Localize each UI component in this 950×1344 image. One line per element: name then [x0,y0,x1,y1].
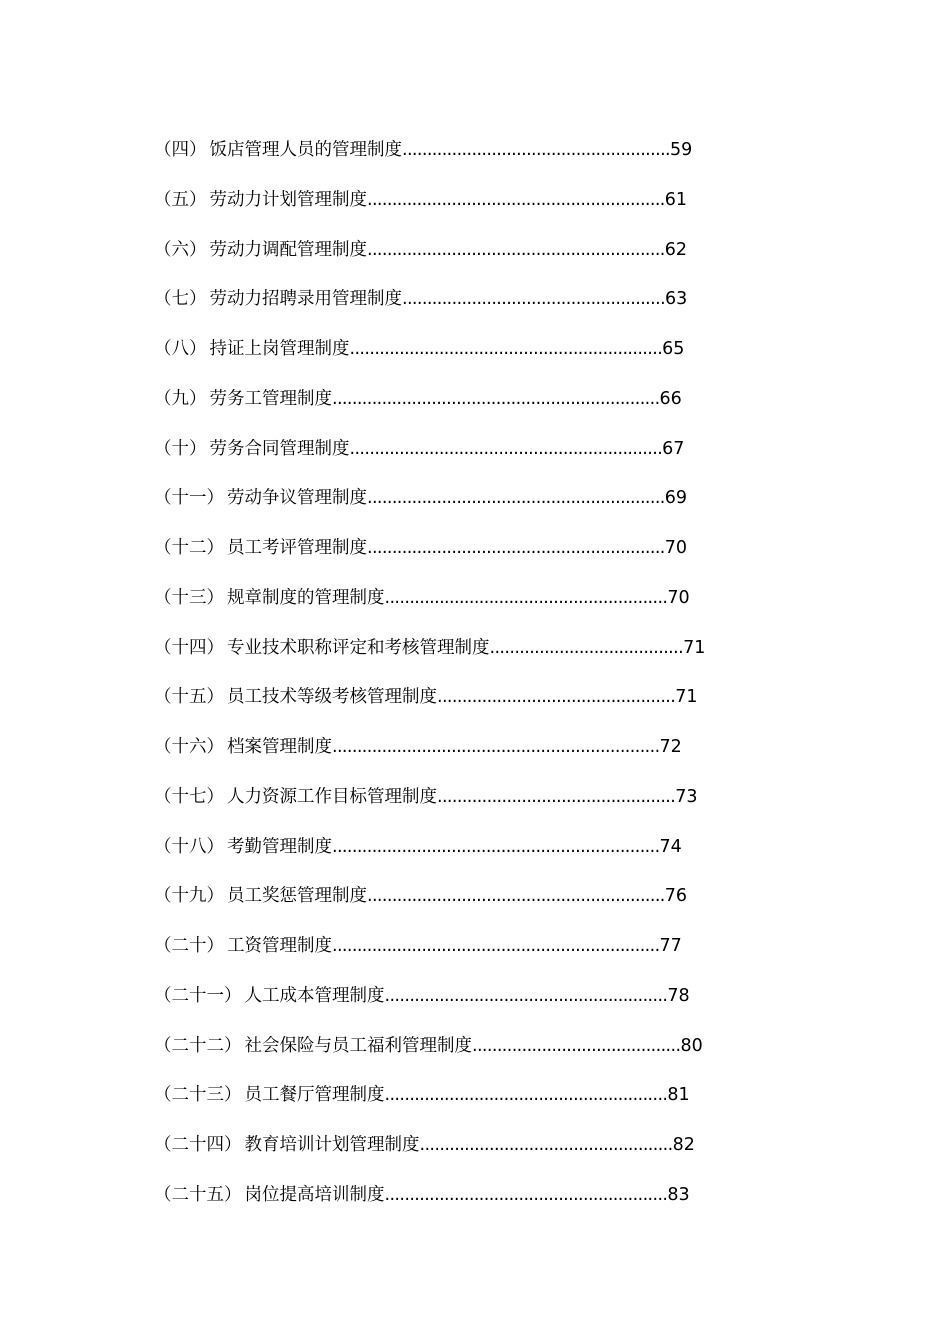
toc-entry-leader: ................................................... [419,1135,673,1155]
toc-entry-page-number: 77 [659,936,682,956]
toc-entry-number: （二十） [154,936,224,956]
toc-entry-leader: ............................................................ [367,886,665,907]
toc-entry-number: （十二） [154,538,224,558]
toc-entry[interactable] [154,335,754,385]
toc-entry-leader: ...................................................... [402,140,670,160]
toc-entry-leader: .................................................................. [332,936,660,956]
toc-entry[interactable] [154,932,754,982]
toc-entry-leader: .................................................................. [332,388,660,409]
toc-entry[interactable] [154,783,754,833]
toc-entry-title: 员工餐厅管理制度 [244,1085,385,1106]
toc-entry[interactable] [154,1081,754,1131]
toc-entry-number: （十九） [154,886,224,907]
toc-entry-page-number: 66 [659,388,682,409]
toc-entry-title: 饭店管理人员的管理制度 [209,140,402,160]
toc-entry-number: （七） [154,289,207,310]
toc-entry-page-number: 70 [664,538,688,558]
toc-entry[interactable] [154,1181,754,1231]
toc-entry-number: （五） [154,189,207,210]
toc-entry[interactable] [154,285,754,335]
toc-entry-page-number: 69 [664,488,688,509]
toc-entry-page-number: 61 [664,189,688,210]
toc-entry[interactable] [154,1032,754,1082]
toc-entry[interactable] [154,882,754,932]
toc-entry-leader: ......................................................... [384,587,668,608]
toc-entry-leader: ............................................................ [367,538,665,558]
toc-entry-title: 持证上岗管理制度 [209,339,350,359]
toc-entry-number: （六） [154,239,207,260]
toc-entry-title: 员工奖惩管理制度 [227,886,367,907]
toc-entry-number: （十） [154,438,207,459]
toc-entry-leader: ......................................................... [384,1184,668,1205]
toc-entry-page-number: 76 [664,886,688,907]
toc-entry-title: 教育培训计划管理制度 [244,1135,420,1155]
toc-entry[interactable] [154,634,754,684]
toc-entry-title: 考勤管理制度 [227,836,332,857]
toc-entry-title: 档案管理制度 [227,737,332,757]
toc-entry-number: （二十五） [154,1184,242,1205]
toc-entry-leader: ............................................................... [349,438,663,459]
toc-entry-page-number: 71 [683,637,706,658]
toc-entry-title: 劳务合同管理制度 [209,438,350,459]
toc-entry-title: 员工技术等级考核管理制度 [227,687,437,708]
toc-entry-leader: ....................................... [489,637,684,658]
toc-entry-page-number: 62 [664,239,688,260]
toc-entry-leader: ............................................................ [367,189,665,210]
toc-entry-page-number: 67 [662,438,685,459]
toc-entry[interactable] [154,982,754,1032]
toc-entry-leader: .................................................................. [332,737,660,757]
toc-entry-page-number: 74 [659,836,682,857]
toc-entry-page-number: 70 [667,587,690,608]
toc-entry-title: 规章制度的管理制度 [227,587,385,608]
toc-entry-title: 劳动争议管理制度 [227,488,367,509]
toc-entry-title: 劳动力计划管理制度 [209,189,367,210]
toc-entry-page-number: 73 [675,786,698,807]
toc-entry-title: 专业技术职称评定和考核管理制度 [227,637,490,658]
toc-entry-number: （四） [154,140,207,160]
toc-entry-page-number: 81 [667,1085,690,1106]
toc-entry-number: （十八） [154,836,224,857]
toc-entry-number: （十一） [154,488,224,509]
table-of-contents [154,136,754,1231]
toc-entry[interactable] [154,833,754,883]
toc-entry-leader: ......................................................... [384,985,668,1006]
toc-entry-leader: ............................................................... [349,339,663,359]
toc-entry-number: （十四） [154,637,224,658]
toc-entry-page-number: 72 [659,737,682,757]
toc-entry-number: （二十二） [154,1035,242,1056]
toc-entry-leader: ..................................................... [402,289,666,310]
toc-entry[interactable] [154,136,754,186]
toc-entry-title: 人工成本管理制度 [244,985,385,1006]
toc-entry-title: 劳动力调配管理制度 [209,239,367,260]
toc-entry[interactable] [154,484,754,534]
toc-entry[interactable] [154,1131,754,1181]
toc-entry-page-number: 82 [672,1135,695,1155]
toc-entry-title: 劳动力招聘录用管理制度 [209,289,402,310]
toc-entry-leader: ................................................ [437,786,676,807]
toc-entry-number: （十三） [154,587,224,608]
toc-entry-number: （十六） [154,737,224,757]
toc-entry-leader: ......................................................... [384,1085,668,1106]
toc-entry-title: 社会保险与员工福利管理制度 [244,1035,472,1056]
toc-entry-page-number: 71 [675,687,698,708]
toc-entry-number: （二十四） [154,1135,242,1155]
toc-entry-number: （十五） [154,687,224,708]
toc-entry-leader: .................................................................. [332,836,660,857]
toc-entry-number: （九） [154,388,207,409]
toc-entry-title: 工资管理制度 [227,936,332,956]
toc-entry-title: 岗位提高培训制度 [244,1184,385,1205]
toc-entry[interactable] [154,733,754,783]
toc-entry-page-number: 78 [667,985,690,1006]
toc-entry[interactable] [154,435,754,485]
toc-entry-leader: .......................................... [472,1035,681,1056]
toc-entry-leader: ............................................................ [367,239,665,260]
toc-entry-leader: ............................................................ [367,488,665,509]
toc-entry[interactable] [154,236,754,286]
toc-entry-number: （十七） [154,786,224,807]
toc-entry-page-number: 65 [662,339,685,359]
toc-entry[interactable] [154,683,754,733]
toc-entry-page-number: 80 [680,1035,703,1056]
toc-entry[interactable] [154,534,754,584]
toc-entry-page-number: 83 [667,1184,690,1205]
toc-entry[interactable] [154,385,754,435]
toc-entry-title: 劳务工管理制度 [209,388,332,409]
toc-entry-page-number: 59 [670,140,693,160]
toc-entry-leader: ................................................ [437,687,676,708]
toc-entry[interactable] [154,584,754,634]
toc-entry-title: 员工考评管理制度 [227,538,367,558]
toc-entry-page-number: 63 [665,289,688,310]
toc-entry-title: 人力资源工作目标管理制度 [227,786,437,807]
toc-entry-number: （八） [154,339,207,359]
toc-entry-number: （二十三） [154,1085,242,1106]
toc-entry-number: （二十一） [154,985,242,1006]
toc-entry[interactable] [154,186,754,236]
